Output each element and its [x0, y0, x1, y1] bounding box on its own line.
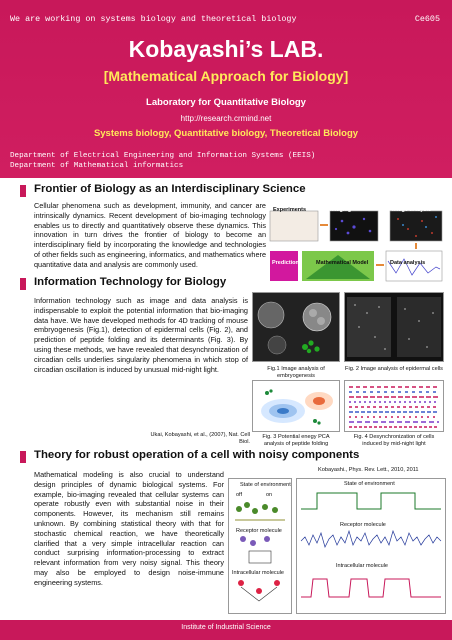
section-2-accent	[20, 278, 26, 290]
label-prediction: Prediction	[272, 260, 299, 266]
poster-code: Ce605	[414, 14, 440, 24]
tagline: We are working on systems biology and theoretical biology	[10, 14, 297, 24]
time-series-plots	[297, 479, 445, 613]
section-1-heading	[34, 183, 306, 195]
section-3-heading	[34, 449, 359, 461]
fig1-image	[252, 292, 340, 362]
institute-name: Institute of Industrial Science	[181, 624, 271, 631]
label-on: on	[266, 492, 273, 498]
lab-name: Laboratory for Quantitative Biology	[146, 97, 306, 108]
label-image-analysis: Image analysis	[392, 207, 432, 213]
label-state-env: State of environment	[240, 482, 291, 488]
department-line-2: Department of Mathematical informatics	[10, 162, 184, 170]
section-2-body: Information technology such as image and data analysis is indispensable to exploit the potential information that bio-imaging data have. We have developed methods for 4D tracking of mouse embryogenesis (Fig.1), detection of epidermal cells (Fig. 2), and prediction of peptide folding and its determinants (Fig. 3). By using these methods, we have revealed that desynchronization of circadian cells underlies singularity phenomena in which stop of circadian oscillation is induced by unusual mid-night light.	[34, 296, 248, 374]
fig1-caption: Fig.1 Image analysis of embryogenesis	[267, 366, 325, 379]
environment-trace	[301, 493, 441, 509]
label-off: off	[236, 492, 243, 498]
label-receptor: Receptor molecule	[236, 528, 282, 534]
noise-reaction-diagram	[228, 478, 292, 614]
fig2-image	[344, 292, 444, 362]
label-mathematical-model: Mathematical Model	[316, 260, 369, 266]
department-line-1: Department of Electrical Engineering and Information Systems (EEIS)	[10, 152, 316, 160]
poster-header	[0, 0, 452, 178]
lab-subtitle: [Mathematical Approach for Biology]	[103, 68, 349, 84]
embryo-cells	[253, 293, 339, 361]
epidermal-cells	[345, 293, 443, 361]
reaction-network	[229, 479, 291, 613]
intracellular-trace	[301, 579, 441, 597]
noise-time-series	[296, 478, 446, 614]
label-intracellular: Intracellular molecule	[232, 570, 284, 576]
section-3-accent	[20, 451, 26, 463]
fig4-image	[344, 380, 444, 432]
section-2-reference: Ukai, Kobayashi, et al., (2007), Nat. Cell Biol.	[150, 432, 250, 445]
receptor-trace	[301, 531, 441, 547]
data-analysis-panel	[386, 251, 442, 281]
prediction-panel	[270, 251, 298, 281]
section-1-title: Frontier of Biology as an Interdisciplinary Science	[34, 183, 306, 195]
research-topics: Systems biology, Quantitative biology, Theoretical Biology	[93, 128, 359, 139]
plot-title-receptor: Receptor molecule	[340, 522, 386, 528]
section-3-body: Mathematical modeling is also crucial to understand design principles of dynamic biological systems. For example, bio-imaging revealed that cellular systems can operate robustly even with substantial noise in their components. However, its mechanism still remains unknown. By combining statistical theory with that for stochastic chemical reaction, we have theoretically clarified that a very simple intracellular reaction can conduct surprising information-processing to extract relevant information from very noisy signal. This theory may also be employed to design noise-immune engineering systems.	[34, 470, 224, 587]
desync-raster	[345, 381, 443, 431]
section-2-heading	[34, 276, 226, 288]
fig3-image	[252, 380, 340, 432]
section-3-title: Theory for robust operation of a cell with noisy components	[34, 449, 360, 461]
label-imaging: Imaging	[330, 207, 352, 213]
fig3-caption: Fig. 3 Potential enegy PCA analysis of peptide folding	[262, 434, 330, 447]
department-block	[10, 151, 315, 171]
interdisciplinary-cycle-figure	[266, 203, 446, 283]
fig2-caption: Fig. 2 Image analysis of epidermal cells	[345, 366, 443, 372]
experiments-panel	[270, 211, 318, 241]
lab-url[interactable]: http://research.crmind.net	[180, 114, 272, 123]
fig4-caption: Fig. 4 Desynchronization of cells induced by mid-night light	[353, 434, 435, 447]
lab-title: Kobayashi’s LAB.	[128, 36, 324, 62]
section-3-reference: Kobayashi., Phys. Rev. Lett., 2010, 2011	[318, 467, 419, 473]
label-experiments: Experiments	[273, 207, 307, 213]
section-2-title: Information Technology for Biology	[34, 276, 227, 288]
label-data-analysis: Data analysis	[390, 260, 426, 266]
pca-landscape	[253, 381, 339, 431]
top-bar	[0, 12, 452, 26]
poster-footer	[0, 620, 452, 640]
section-1-accent	[20, 185, 26, 197]
plot-title-intracellular: Intracellular molecule	[336, 563, 388, 569]
section-1-body: Cellular phenomena such as development, immunity, and cancer are intrinsically dynamics. Recent development of bio-imaging technology enables us to directly and quantitatively observe these dynamics. This innovation in turn drives the frontier of biology to become an interdisciplinary field by incorporating the knowledge and technologies of other fields such as engineering, informatics, and mathematics where quantitative data and analysis are commonly used.	[34, 201, 266, 269]
plot-title-env: State of environment	[344, 481, 395, 487]
